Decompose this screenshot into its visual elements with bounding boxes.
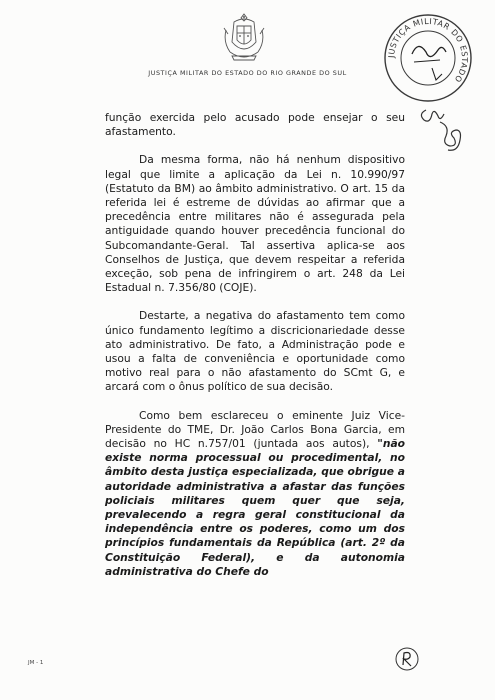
paragraph-continuation: função exercida pelo acusado pode ensejar o seu afastamento. xyxy=(105,111,405,139)
official-stamp-icon xyxy=(380,10,476,106)
paragraph-citation xyxy=(105,409,405,579)
paragraph-discretion: Destarte, a negativa do afastamento tem como único fundamento legítimo a discricionariedade desse ato administrativo. De fato, a Administração pode e usou a falta de conveniência e oportunidade como motivo real para o não afastamento do SCmt G, e arcará com o ônus político de sua decisão. xyxy=(105,309,405,394)
institution-header: JUSTIÇA MILITAR DO ESTADO DO RIO GRANDE DO SUL xyxy=(148,69,347,77)
citation-quote: "não existe norma processual ou procedimental, no âmbito desta justiça especializada, que obrigue a autoridade administrativa a afastar das funções policiais militares quem quer que seja, prevalecendo a regra geral constitucional da independência entre os poderes, como um dos princípios fundamentais da República (art. 2º da Constituição Federal), e da autonomia administrativa do Chefe do xyxy=(105,437,405,578)
page-form-code: JM - 1 xyxy=(28,660,44,666)
handwritten-initial-icon xyxy=(393,645,421,673)
document-body xyxy=(105,111,405,593)
citation-intro: Como bem esclareceu o eminente Juiz Vice-Presidente do TME, Dr. João Carlos Bona Garcia, em decisão no HC n.757/01 (juntada aos autos), xyxy=(105,408,405,451)
handwritten-signature-icon xyxy=(410,100,470,160)
coat-of-arms-icon xyxy=(220,12,268,66)
paragraph-legal-provision: Da mesma forma, não há nenhum dispositivo legal que limite a aplicação da Lei n. 10.990/97 (Estatuto da BM) ao âmbito administrativo. O art. 15 da referida lei é estreme de dúvidas ao afirmar que a precedência entre militares não é assegurada pela antiguidade quando houver precedência funcional do Subcomandante-Geral. Tal assertiva aplica-se aos Conselhos de Justiça, que devem respeitar a referida exceção, sob pena de infringirem o art. 248 da Lei Estadual n. 7.356/80 (COJE). xyxy=(105,153,405,295)
svg-text:JUSTIÇA MILITAR DO ESTADO: JUSTIÇA MILITAR DO ESTADO xyxy=(386,16,470,85)
